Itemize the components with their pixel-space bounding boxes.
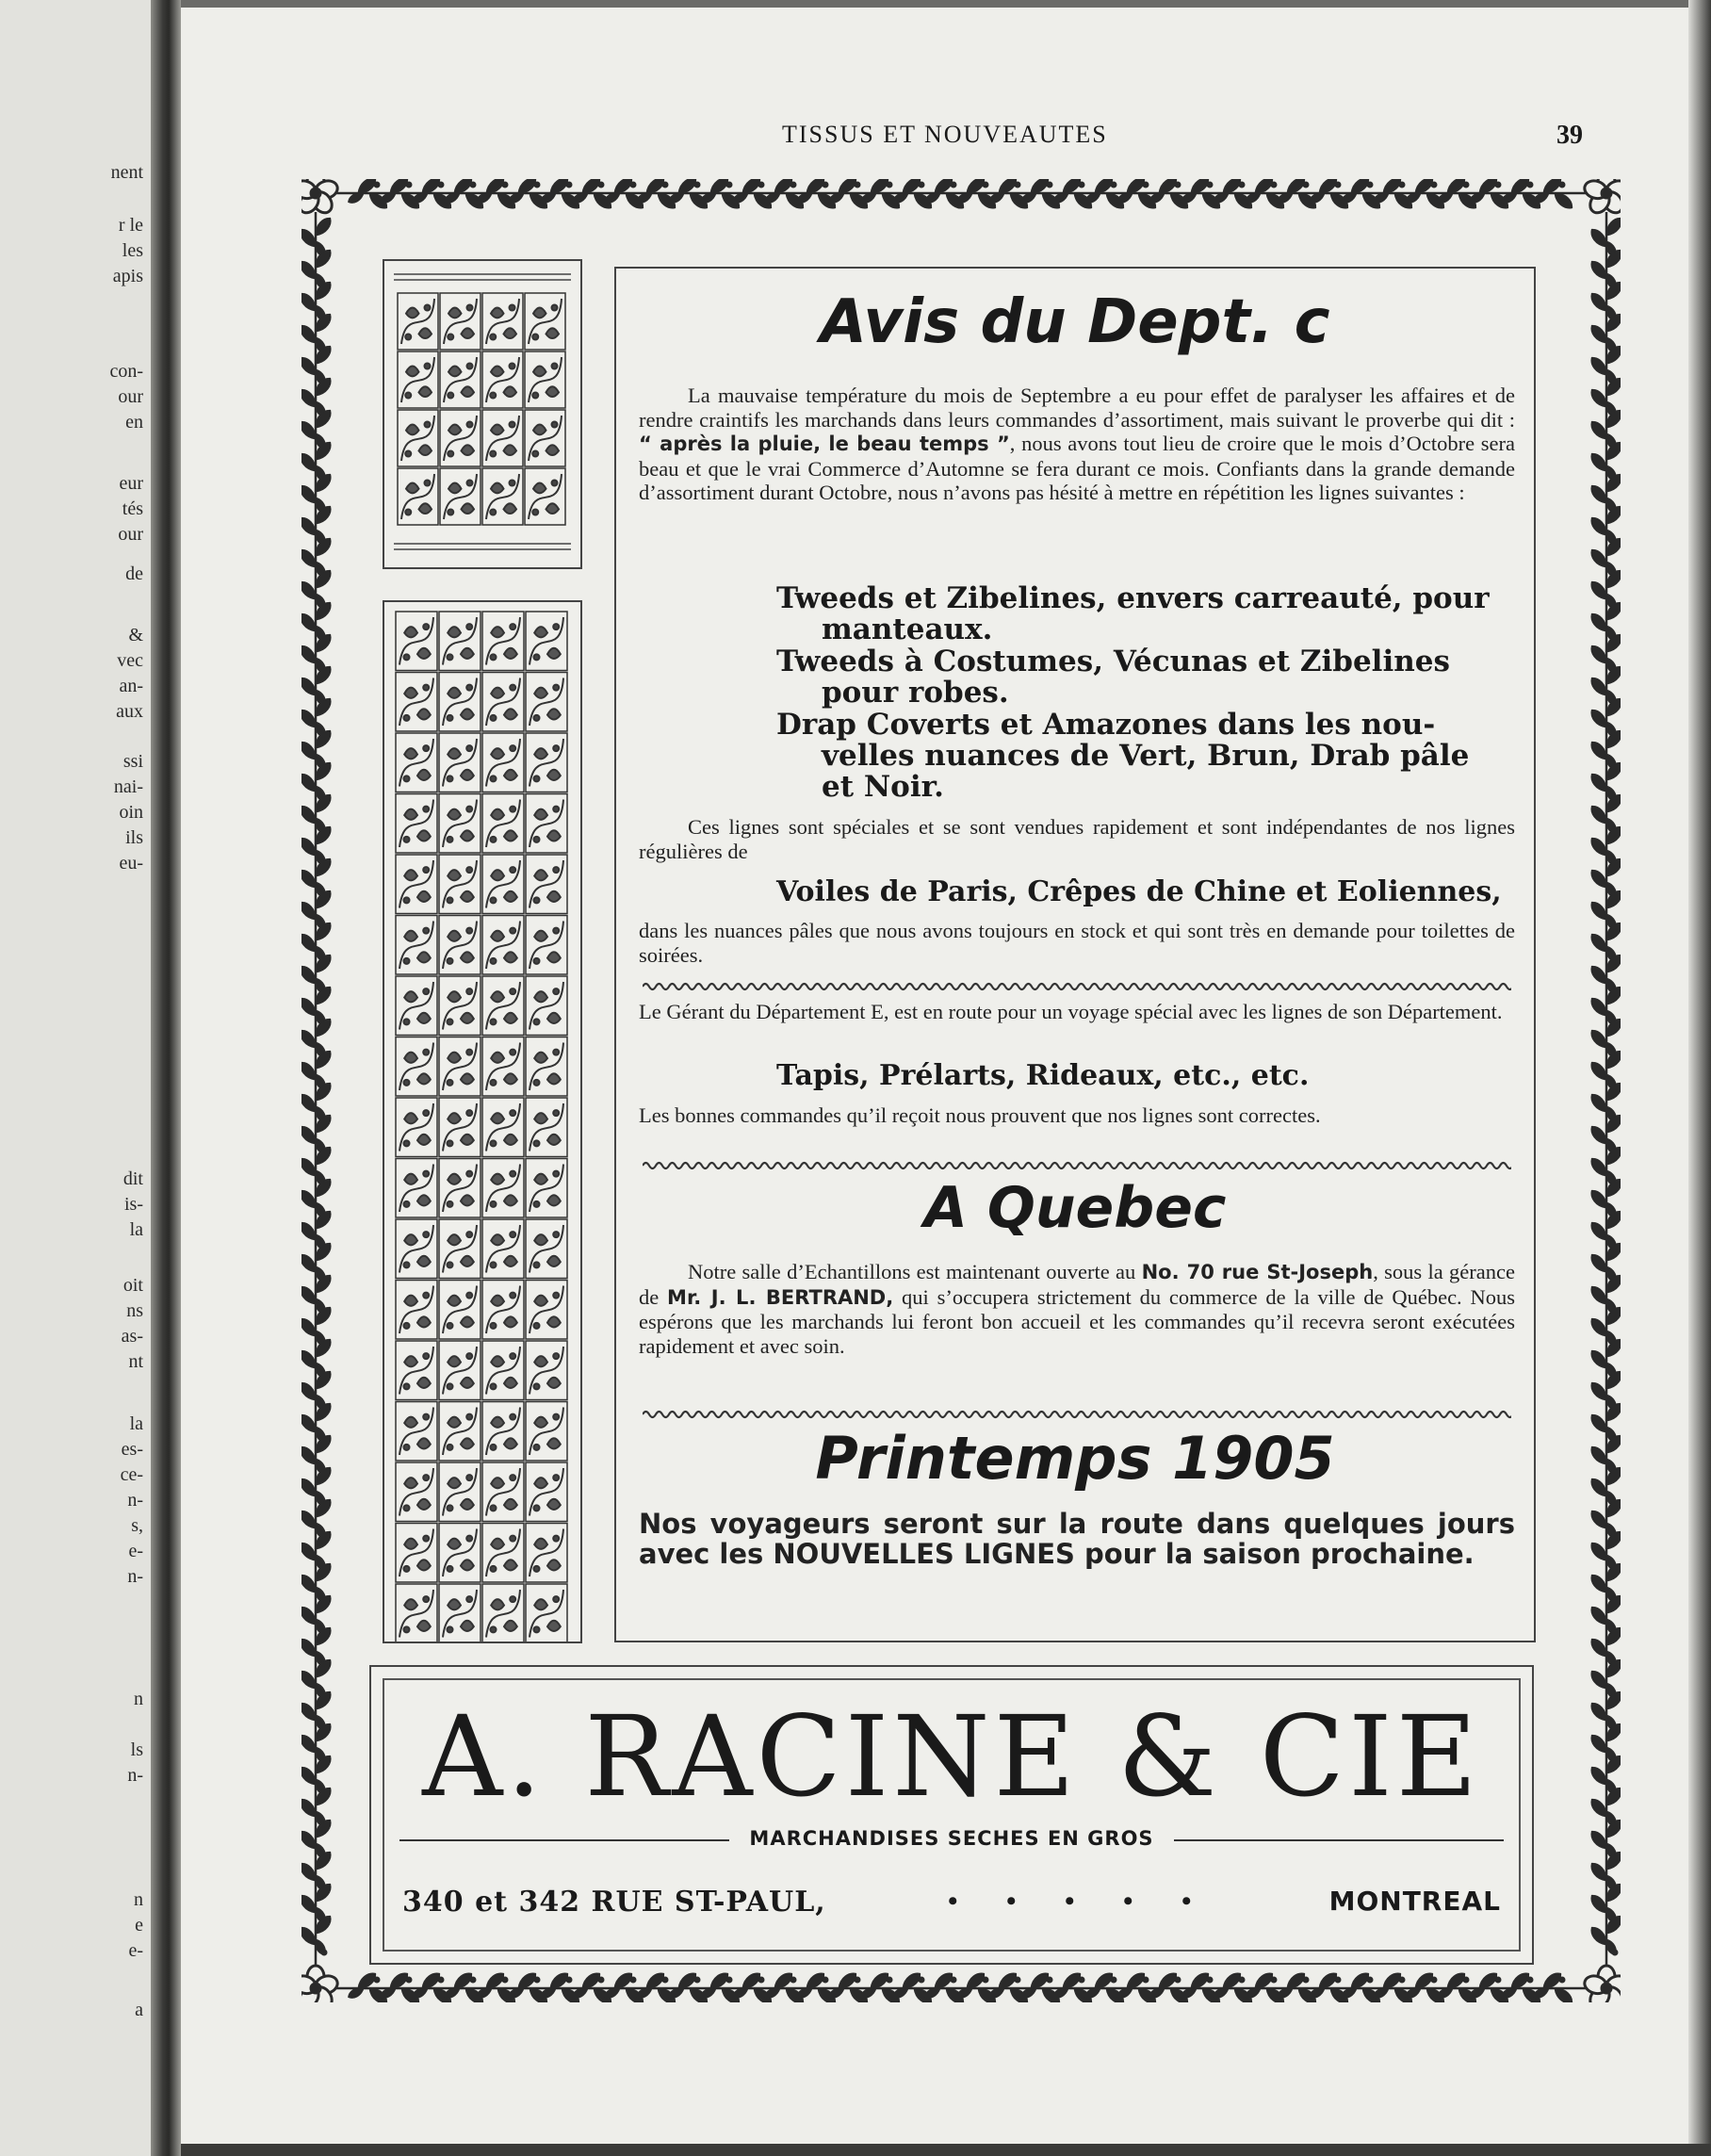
special-line-voiles: Voiles de Paris, Crêpes de Chine et Eoliennes, (776, 875, 1502, 908)
firm-city: MONTREAL (1328, 1886, 1501, 1917)
left-page-fragment (0, 0, 151, 2156)
left-page-text-fragment: de (125, 564, 143, 584)
leader-dots: • • • • • (948, 1886, 1192, 1917)
left-page-text-fragment: oit (122, 1275, 143, 1296)
line-item-text: Drap Coverts et Amazones dans les nou- (776, 708, 1436, 742)
quebec-text-part: , sous la gérance de (639, 1260, 1515, 1309)
firm-subtitle: MARCHANDISES SECHES EN GROS (749, 1827, 1154, 1850)
left-page-text-fragment: s, (131, 1515, 143, 1536)
quebec-address: No. 70 rue St-Joseph (1141, 1261, 1374, 1283)
left-page-text-fragment: ssi (122, 751, 143, 772)
spring-text: Nos voyageurs seront sur la route dans quelques jours avec les NOUVELLES LIGNES pour la saison prochaine. (639, 1508, 1515, 1570)
line-item-drap-coverts (776, 710, 1469, 803)
left-page-text-fragment: en (125, 412, 143, 433)
vine-leaf (1552, 1984, 1576, 2002)
left-page-text-fragment: ce- (120, 1464, 143, 1485)
wavy-divider (643, 1407, 1511, 1422)
ornament-panel-bottom (383, 600, 582, 1643)
proverb-emphasis: “ après la pluie, le beau temps ” (639, 433, 1010, 455)
firm-box (369, 1665, 1534, 1965)
left-page-text-fragment: con- (109, 361, 143, 382)
left-page-text-fragment: is- (124, 1194, 143, 1215)
quebec-text (639, 1260, 1515, 1358)
quebec-heading: A Quebec (923, 1175, 1227, 1241)
intro-text-cont: , nous avons tout lieu de croire que le mois d’Octobre sera beau et que le vrai Commerce d’Automne se fera durant ce mois. Confiants dans la grande demande d’assortiment durant Octobre, nous n’avons pas hésité à mettre en répétition les lignes suivantes : (639, 432, 1515, 504)
left-page-text-fragment: dit (122, 1168, 143, 1189)
ornament-tile-pattern (384, 602, 580, 1642)
left-page-text-fragment: n (134, 1689, 143, 1709)
left-page-text-fragment: nent (110, 162, 143, 183)
rule-right (1174, 1839, 1504, 1841)
notice-intro (639, 384, 1515, 505)
book-gutter (151, 0, 181, 2156)
left-page-text-fragment: eu- (119, 853, 143, 874)
left-page-text-fragment: a (135, 2000, 143, 2020)
left-page-text-fragment: ns (126, 1300, 143, 1321)
left-page-text-fragment: oin (119, 802, 143, 823)
left-page-text-fragment: nai- (113, 776, 143, 797)
left-page-text-fragment: apis (112, 266, 143, 286)
gerant-line-tapis: Tapis, Prélarts, Rideaux, etc., etc. (776, 1059, 1310, 1092)
left-page-text-fragment: an- (119, 676, 143, 696)
left-page-text-fragment: la (129, 1413, 143, 1434)
wavy-divider (643, 979, 1511, 994)
special-lines-text: Ces lignes sont spéciales et se sont vendues rapidement et sont indépendantes de nos lignes régulières de (639, 815, 1515, 863)
gerant-after-text: Les bonnes commandes qu’il reçoit nous prouvent que nos lignes sont correctes. (639, 1103, 1321, 1127)
left-page-text-fragment: e (135, 1915, 143, 1936)
notice-heading: Avis du Dept. c (820, 287, 1330, 357)
page-bottom-edge (181, 2144, 1711, 2156)
page-number: 39 (1556, 121, 1583, 150)
notice-box (614, 267, 1536, 1642)
left-page-text-fragment: tés (122, 498, 143, 519)
running-head: TISSUS ET NOUVEAUTES (782, 121, 1108, 148)
quebec-text-part: qui s’occupera strictement du commerce de la ville de Québec. Nous espérons que les marchands lui feront bon accueil et les commandes qu’il recevra seront exécutées rapidement et avec soin. (639, 1284, 1515, 1358)
line-item-text: manteaux. (822, 612, 993, 646)
quebec-manager: Mr. J. L. BERTRAND, (667, 1285, 894, 1309)
left-page-text-fragment: es- (121, 1439, 143, 1460)
left-page-text-fragment: as- (121, 1326, 143, 1347)
line-item-text: velles nuances de Vert, Brun, Drab pâle (822, 739, 1470, 773)
line-item-text: Tweeds à Costumes, Vécunas et Zibelines (776, 645, 1450, 678)
special-after-text: dans les nuances pâles que nous avons toujours en stock et qui sont très en demande pour toilettes de soirées. (639, 919, 1515, 967)
line-item-text: pour robes. (822, 676, 1009, 710)
ornament-panel-top (383, 259, 582, 569)
line-item-tweeds-costumes (776, 646, 1450, 709)
firm-name: A. RACINE & CIE (422, 1691, 1481, 1821)
left-page-text-fragment: aux (116, 701, 143, 722)
page-right-edge (1688, 0, 1711, 2156)
gerant-text: Le Gérant du Département E, est en route pour un voyage spécial avec les lignes de son Département. (639, 1000, 1503, 1023)
left-page-text-fragment: ls (130, 1740, 143, 1760)
wavy-divider (643, 1158, 1511, 1173)
ornament-tile-pattern (384, 261, 580, 567)
left-page-text-fragment: n- (127, 1490, 143, 1511)
left-page-text-fragment: n- (127, 1765, 143, 1786)
left-page-text-fragment: e- (128, 1541, 143, 1561)
vine-leaf (1603, 215, 1621, 239)
line-item-text: Tweeds et Zibelines, envers carreauté, pour (776, 581, 1490, 615)
spring-heading: Printemps 1905 (815, 1424, 1335, 1493)
quebec-text-part: Notre salle d’Echantillons est maintenant ouverte au (688, 1260, 1142, 1283)
line-item-tweeds-zibelines (776, 583, 1490, 645)
left-page-text-fragment: e- (128, 1940, 143, 1961)
intro-text: La mauvaise température du mois de Septembre a eu pour effet de paralyser les affaires et de rendre craintifs les marchands dans leurs commandes d’assortiment, mais suivant le proverbe qui dit : (639, 384, 1515, 432)
rule-left (399, 1839, 729, 1841)
left-page-text-fragment: eur (119, 473, 143, 494)
left-page-text-fragment: n (134, 1889, 143, 1910)
left-page-text-fragment: nt (128, 1351, 143, 1372)
left-page-text-fragment: n- (127, 1566, 143, 1587)
left-page-text-fragment: our (118, 524, 143, 545)
left-page-text-fragment: r le (118, 215, 143, 236)
line-item-text: et Noir. (822, 770, 944, 804)
firm-address: 340 et 342 RUE ST-PAUL, (402, 1886, 826, 1919)
left-page-text-fragment: & (128, 625, 143, 645)
left-page-text-fragment: vec (117, 650, 143, 671)
left-page-text-fragment: ils (125, 827, 143, 848)
left-page-text-fragment: la (129, 1219, 143, 1240)
left-page-text-fragment: les (122, 240, 143, 261)
left-page-text-fragment: our (118, 386, 143, 407)
